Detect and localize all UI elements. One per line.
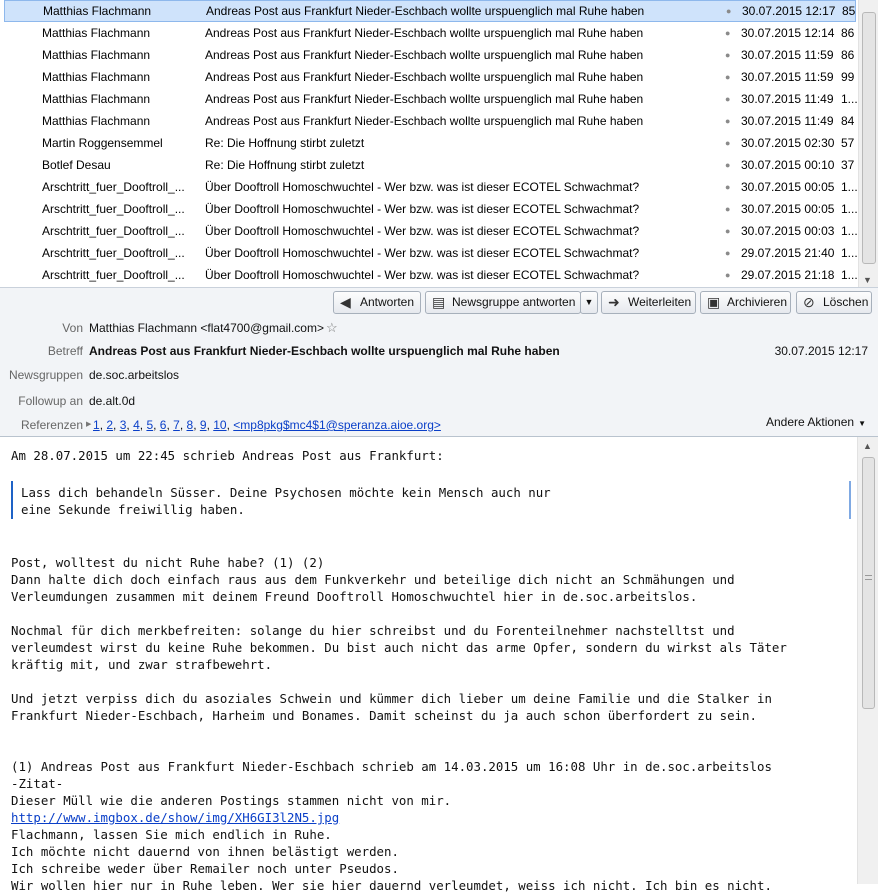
body-line: Verleumdungen zusammen mit deinem Freund Dooftroll Homoschwuchtel hier in de.soc.arbeitslos. [11,589,698,604]
forward-button[interactable] [601,291,696,314]
message-row[interactable] [4,132,856,154]
message-row[interactable] [4,110,856,132]
read-status-dot-icon[interactable]: ● [725,248,731,258]
row-from: Martin Roggensemmel [42,136,163,150]
header-date: 30.07.2015 12:17 [774,344,868,358]
scroll-down-arrow-icon[interactable]: ▼ [863,275,872,285]
scrollbar-grip-icon [865,575,872,580]
footnote-line: Wir wollen hier nur in Ruhe leben. Wer sie hier dauernd verleumdet, weiss ich nicht. Ich bin es nicht. [11,878,772,893]
forward-arrow-icon: ➜ [608,294,620,310]
message-row[interactable] [4,198,856,220]
delete-label: Löschen [823,295,869,309]
row-from: Arschtritt_fuer_Dooftroll_... [42,224,185,238]
read-status-dot-icon[interactable]: ● [725,116,731,126]
row-subject: Re: Die Hoffnung stirbt zuletzt [205,136,365,150]
read-status-dot-icon[interactable]: ● [725,72,731,82]
message-body-scrollbar[interactable] [857,437,878,884]
reference-link[interactable]: 1 [93,418,100,432]
row-size: 86 [841,26,855,40]
reference-link[interactable]: 5 [146,418,154,432]
row-date: 30.07.2015 12:17 [742,4,836,18]
subject-value: Andreas Post aus Frankfurt Nieder-Eschbach wollte urspuenglich mal Ruhe haben [89,344,560,358]
image-link[interactable]: http://www.imgbox.de/show/img/XH6GI3l2N5.jpg [11,810,340,825]
reply-newsgroup-label: Newsgruppe antworten [452,295,576,309]
read-status-dot-icon[interactable]: ● [725,138,731,148]
row-from: Matthias Flachmann [42,48,151,62]
row-size: 1... [841,246,858,260]
archive-button[interactable] [700,291,791,314]
row-size: 84 [841,114,855,128]
row-date: 30.07.2015 02:30 [741,136,835,150]
row-from: Matthias Flachmann [42,70,151,84]
row-subject: Re: Die Hoffnung stirbt zuletzt [205,158,365,172]
row-subject: Über Dooftroll Homoschwuchtel - Wer bzw. was ist dieser ECOTEL Schwachmat? [205,246,640,260]
message-row[interactable] [4,22,856,44]
message-row[interactable] [4,242,856,264]
row-subject: Über Dooftroll Homoschwuchtel - Wer bzw. was ist dieser ECOTEL Schwachmat? [205,180,640,194]
scrollbar-thumb[interactable] [862,12,876,264]
other-actions-label: Andere Aktionen [766,415,855,429]
row-subject: Andreas Post aus Frankfurt Nieder-Eschbach wollte urspuenglich mal Ruhe haben [205,92,644,106]
row-size: 85 [842,4,856,18]
footnote-line: -Zitat- [11,776,64,791]
row-date: 30.07.2015 11:59 [741,48,834,62]
message-list-scrollbar[interactable] [858,0,878,287]
reply-button[interactable] [333,291,421,314]
followup-label: Followup an [18,394,83,408]
row-date: 30.07.2015 12:14 [741,26,835,40]
body-line: Frankfurt Nieder-Eschbach, Harheim und Bonames. Damit scheinst du ja auch schon überfordert zu sein. [11,708,757,723]
archive-box-icon: ▣ [707,294,721,310]
row-size: 1... [841,268,858,282]
references-list: 1, 2, 3, 4, 5, 6, 7, 8, 9, 10, <mp8pkg$mc4$1@speranza.aioe.org> [93,418,441,432]
row-subject: Über Dooftroll Homoschwuchtel - Wer bzw. was ist dieser ECOTEL Schwachmat? [205,224,640,238]
quote-line: Lass dich behandeln Süsser. Deine Psychosen möchte kein Mensch auch nur [21,485,551,500]
message-row[interactable] [4,44,856,66]
message-header-pane [0,288,878,437]
row-from: Matthias Flachmann [42,26,151,40]
row-from: Botlef Desau [42,158,111,172]
row-date: 29.07.2015 21:40 [741,246,835,260]
footnote-line: Ich schreibe weder über Remailer noch unter Pseudos. [11,861,399,876]
reference-link[interactable]: 7 [173,418,180,432]
read-status-dot-icon[interactable]: ● [726,6,732,16]
reference-link[interactable]: 8 [186,418,194,432]
from-label: Von [62,321,83,335]
message-row[interactable] [4,220,856,242]
row-size: 1... [841,180,858,194]
body-line: Dann halte dich doch einfach raus aus dem Funkverkehr und beteilige dich nicht an Schmähungen und [11,572,735,587]
body-line: Post, wolltest du nicht Ruhe habe? (1) (2) [11,555,325,570]
reference-link[interactable]: 4 [133,418,140,432]
quote-block [11,481,851,519]
newsgroups-value[interactable]: de.soc.arbeitslos [89,368,180,382]
row-date: 30.07.2015 11:59 [741,70,834,84]
forward-label: Weiterleiten [628,295,692,309]
row-date: 30.07.2015 00:05 [741,202,835,216]
chevron-down-icon: ▼ [858,419,866,428]
row-size: 1... [841,202,858,216]
subject-label: Betreff [47,344,83,358]
reference-link[interactable]: 2 [106,418,114,432]
message-body [0,437,858,893]
message-list[interactable] [0,0,878,288]
other-actions-menu[interactable] [766,415,866,429]
row-size: 1... [841,224,858,238]
star-icon[interactable]: ☆ [326,320,338,335]
row-date: 30.07.2015 00:05 [741,180,835,194]
read-status-dot-icon[interactable]: ● [725,226,731,236]
read-status-dot-icon[interactable]: ● [725,270,731,280]
row-size: 57 [841,136,855,150]
reference-msgid-link[interactable]: <mp8pkg$mc4$1@speranza.aioe.org> [233,418,441,432]
message-row[interactable] [4,66,856,88]
row-size: 37 [841,158,855,172]
reply-dropdown-button[interactable] [580,291,598,314]
reference-link[interactable]: 6 [159,418,167,432]
footnote-line: Flachmann, lassen Sie mich endlich in Ruhe. [11,827,332,842]
read-status-dot-icon[interactable]: ● [725,94,731,104]
read-status-dot-icon[interactable]: ● [725,50,731,60]
scroll-up-arrow-icon[interactable]: ▲ [863,441,872,451]
row-subject: Andreas Post aus Frankfurt Nieder-Eschbach wollte urspuenglich mal Ruhe haben [205,26,644,40]
chevron-down-icon: ▼ [584,297,594,307]
message-row[interactable] [4,154,856,176]
row-subject: Andreas Post aus Frankfurt Nieder-Eschbach wollte urspuenglich mal Ruhe haben [205,114,644,128]
reply-newsgroup-button[interactable] [425,291,581,314]
message-row[interactable] [4,176,856,198]
delete-circle-icon: ⊘ [803,294,815,310]
row-from: Matthias Flachmann [42,92,151,106]
newsgroups-label: Newsgruppen [8,368,83,382]
row-subject: Über Dooftroll Homoschwuchtel - Wer bzw. was ist dieser ECOTEL Schwachmat? [205,268,640,282]
message-row[interactable] [4,88,856,110]
row-size: 1... [841,92,858,106]
scrollbar-thumb[interactable] [862,457,875,709]
row-date: 29.07.2015 21:18 [741,268,835,282]
body-line: Und jetzt verpiss dich du asoziales Schwein und kümmer dich lieber um deine Familie und die Stalker in [11,691,772,706]
followup-value[interactable]: de.alt.0d [89,394,136,408]
from-value[interactable]: Matthias Flachmann <flat4700@gmail.com> [89,321,324,335]
reference-link[interactable]: 3 [119,418,127,432]
row-from: Matthias Flachmann [43,4,152,18]
body-line: kräftig mit, und zwar strafbewehrt. [11,657,273,672]
newsgroup-icon: ▤ [432,294,446,310]
row-subject: Andreas Post aus Frankfurt Nieder-Eschbach wollte urspuenglich mal Ruhe haben [205,48,644,62]
row-date: 30.07.2015 11:49 [741,114,834,128]
row-date: 30.07.2015 00:10 [741,158,835,172]
read-status-dot-icon[interactable]: ● [725,28,731,38]
row-from: Arschtritt_fuer_Dooftroll_... [42,268,185,282]
row-subject: Andreas Post aus Frankfurt Nieder-Eschbach wollte urspuenglich mal Ruhe haben [206,4,645,18]
footnote-line: Dieser Müll wie die anderen Postings stammen nicht von mir. [11,793,452,808]
read-status-dot-icon[interactable]: ● [725,160,731,170]
row-size: 99 [841,70,855,84]
row-from: Arschtritt_fuer_Dooftroll_... [42,246,185,260]
references-label: Referenzen [20,418,83,432]
message-row[interactable] [4,264,856,286]
row-date: 30.07.2015 00:03 [741,224,835,238]
row-date: 30.07.2015 11:49 [741,92,834,106]
body-intro: Am 28.07.2015 um 22:45 schrieb Andreas Post aus Frankfurt: [11,448,444,463]
read-status-dot-icon[interactable]: ● [725,204,731,214]
row-from: Arschtritt_fuer_Dooftroll_... [42,202,185,216]
reference-link[interactable]: 9 [199,418,207,432]
row-size: 86 [841,48,855,62]
body-line: Nochmal für dich merkbefreiten: solange du hier schreibst und du Forenteilnehmer nachstelltst und [11,623,735,638]
reference-link[interactable]: 10 [213,418,227,432]
read-status-dot-icon[interactable]: ● [725,182,731,192]
quote-line: eine Sekunde freiwillig haben. [21,502,245,517]
body-line: verleumdest wirst du keine Ruhe bekommen. Du bist auch nicht das arme Opfer, sondern du wirkst als Täter [11,640,787,655]
row-from: Matthias Flachmann [42,114,151,128]
reply-label: Antworten [360,295,415,309]
delete-button[interactable] [796,291,872,314]
row-subject: Andreas Post aus Frankfurt Nieder-Eschbach wollte urspuenglich mal Ruhe haben [205,70,644,84]
footnote-line: Ich möchte nicht dauernd von ihnen belästigt werden. [11,844,399,859]
message-row[interactable] [4,0,856,22]
row-subject: Über Dooftroll Homoschwuchtel - Wer bzw. was ist dieser ECOTEL Schwachmat? [205,202,640,216]
footnote-line: (1) Andreas Post aus Frankfurt Nieder-Eschbach schrieb am 14.03.2015 um 16:08 Uhr in de.soc.arbeitslos [11,759,772,774]
expand-triangle-icon[interactable]: ▶ [86,421,92,428]
reply-arrow-icon: ◀ [340,294,351,310]
row-from: Arschtritt_fuer_Dooftroll_... [42,180,185,194]
archive-label: Archivieren [727,295,788,309]
